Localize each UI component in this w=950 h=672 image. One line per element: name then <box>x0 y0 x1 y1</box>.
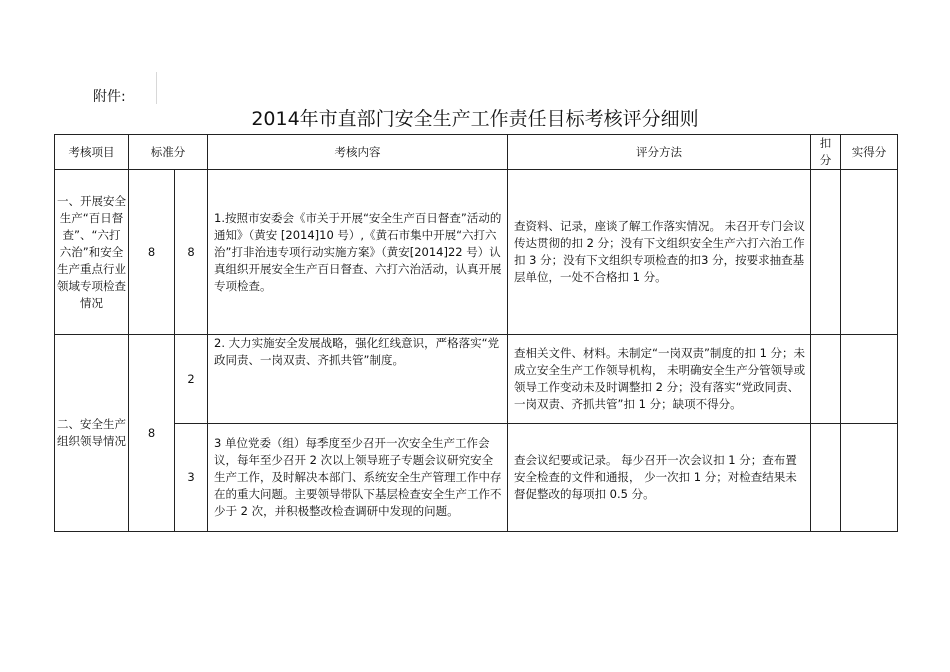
row1-item: 一、开展安全生产“百日督查”、“六打六治”和安全生产重点行业领域专项检查情况 <box>55 170 129 335</box>
row3-content: 3 单位党委（组）每季度至少召开一次安全生产工作会议，每年至少召开 2 次以上领导班子专题会议研究安全生产工作，及时解决本部门、系统安全生产管理工作中存在的重大问题。主要领导带队下基层检查安全生产工作不少于 2 次，并积极整改检查调研中发现的问题。 <box>208 424 508 532</box>
row3-sub-score: 3 <box>175 424 208 532</box>
header-standard: 标准分 <box>129 135 208 170</box>
page-title: 2014年市直部门安全生产工作责任目标考核评分细则 <box>251 108 699 130</box>
row1-method: 查资料、记录，座谈了解工作落实情况。 未召开专门会议传达贯彻的扣 2 分；没有下文组织安全生产六打六治工作扣 3 分；没有下文组织专项检查的扣3 分，按要求抽查基层单位，一处不合格扣 1 分。 <box>508 170 811 335</box>
header-content: 考核内容 <box>208 135 508 170</box>
row3-deduct-cell <box>811 424 841 532</box>
row2-item-score: 8 <box>129 335 175 532</box>
row2-sub-score: 2 <box>175 335 208 424</box>
table-row <box>55 335 898 424</box>
header-item: 考核项目 <box>55 135 129 170</box>
header-deduct: 扣分 <box>811 135 841 170</box>
divider-line <box>156 72 157 104</box>
table-row <box>55 170 898 335</box>
row2-item: 二、安全生产组织领导情况 <box>55 335 129 532</box>
scoring-table <box>54 134 898 532</box>
row3-method: 查会议纪要或记录。 每少召开一次会议扣 1 分；查布置安全检查的文件和通报， 少一次扣 1 分；对检查结果未督促整改的每项扣 0.5 分。 <box>508 424 811 532</box>
row1-deduct-cell <box>811 170 841 335</box>
row2-content: 2. 大力实施安全发展战略，强化红线意识，严格落实“党政同责、一岗双责、齐抓共管”制度。 <box>208 335 508 424</box>
table-row <box>55 424 898 532</box>
row2-actual-cell <box>841 335 898 424</box>
header-row <box>55 135 898 170</box>
row1-sub-score: 8 <box>175 170 208 335</box>
row2-method: 查相关文件、材料。未制定“一岗双责”制度的扣 1 分；未成立安全生产工作领导机构， 未明确安全生产分管领导或领导工作变动未及时调整扣 2 分；没有落实“党政同责、一岗双责、齐抓共管”扣 1 分；缺项不得分。 <box>508 335 811 424</box>
attachment-label: 附件: <box>93 89 126 105</box>
row2-deduct-cell <box>811 335 841 424</box>
row3-actual-cell <box>841 424 898 532</box>
row1-item-score: 8 <box>129 170 175 335</box>
header-method: 评分方法 <box>508 135 811 170</box>
row1-content: 1.按照市安委会《市关于开展“安全生产百日督查”活动的通知》（黄安 [2014]10 号）,《黄石市集中开展“六打六治”打非治违专项行动实施方案》（黄安[2014]22 号）认真组织开展安全生产百日督查、六打六治活动，认真开展专项检查。 <box>208 170 508 335</box>
header-actual: 实得分 <box>841 135 898 170</box>
row1-actual-cell <box>841 170 898 335</box>
